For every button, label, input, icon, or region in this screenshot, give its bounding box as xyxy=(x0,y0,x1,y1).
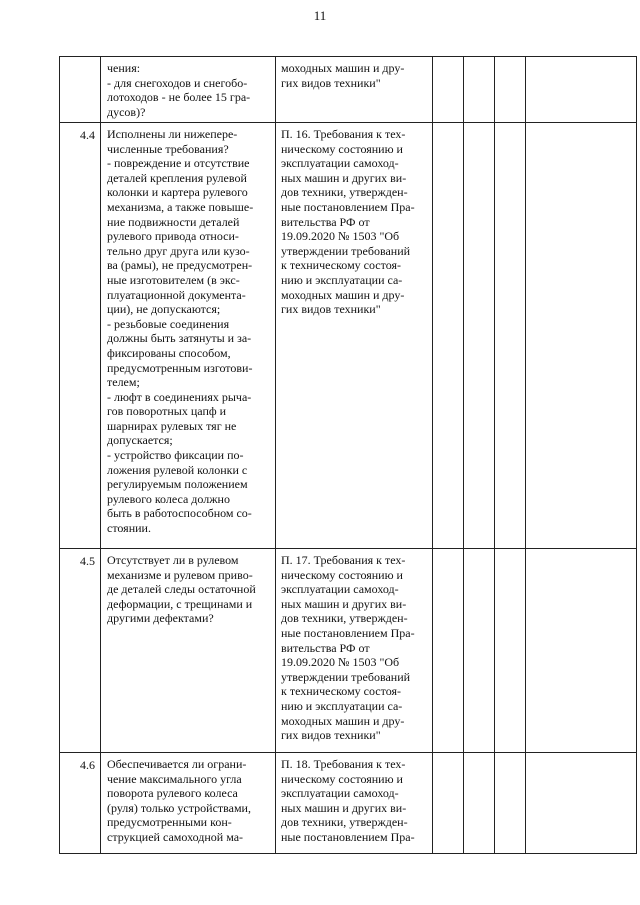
reference-line: дов техники, утвержден- xyxy=(281,611,408,626)
question-cell xyxy=(101,549,276,753)
question-line: численные требования? xyxy=(107,141,229,156)
checklist-table xyxy=(59,56,637,854)
reference-line: вительства РФ от xyxy=(281,640,370,655)
reference-line: утверждении требований xyxy=(281,243,411,258)
reference-line: гих видов техники" xyxy=(281,75,381,90)
reference-cell xyxy=(276,123,433,549)
reference-line: П. 18. Требования к тех- xyxy=(281,757,406,771)
question-line: предусмотренным изготови- xyxy=(107,360,253,375)
reference-line: П. 17. Требования к тех- xyxy=(281,553,406,567)
question-line: плуатационной документа- xyxy=(107,287,246,302)
question-line: деформации, с трещинами и xyxy=(107,596,253,611)
question-line: - для снегоходов и снегобо- xyxy=(107,75,248,90)
reference-line: дов техники, утвержден- xyxy=(281,185,408,200)
reference-line: нию и эксплуатации са- xyxy=(281,698,403,713)
reference-line: дов техники, утвержден- xyxy=(281,815,408,830)
reference-line: ническому состоянию и xyxy=(281,141,403,156)
empty-cell xyxy=(464,123,495,549)
empty-cell xyxy=(495,123,526,549)
table-row xyxy=(60,549,637,753)
row-number: 4.6 xyxy=(60,753,101,854)
empty-cell xyxy=(433,123,464,549)
question-line: - люфт в соединениях рыча- xyxy=(107,389,252,404)
question-line: лотоходов - не более 15 гра- xyxy=(107,90,251,105)
reference-line: ных машин и других ви- xyxy=(281,800,407,815)
question-line: колонки и картера рулевого xyxy=(107,185,248,200)
reference-line: ные постановлением Пра- xyxy=(281,625,415,640)
reference-line: к техническому состоя- xyxy=(281,684,401,699)
empty-cell xyxy=(526,549,637,753)
reference-line: утверждении требований xyxy=(281,669,411,684)
empty-cell xyxy=(464,549,495,753)
question-line: механизме и рулевом приво- xyxy=(107,567,253,582)
empty-cell xyxy=(433,57,464,123)
reference-line: моходных машин и дру- xyxy=(281,61,405,75)
empty-cell xyxy=(433,753,464,854)
question-line: - повреждение и отсутствие xyxy=(107,156,250,171)
question-line: стоянии. xyxy=(107,521,151,536)
reference-line: ные постановлением Пра- xyxy=(281,199,415,214)
empty-cell xyxy=(495,753,526,854)
question-line: чения: xyxy=(107,61,141,75)
question-line: - резьбовые соединения xyxy=(107,316,230,331)
question-line: рулевого привода относи- xyxy=(107,229,239,244)
empty-cell xyxy=(526,123,637,549)
question-cell xyxy=(101,123,276,549)
empty-cell xyxy=(526,753,637,854)
question-line: рулевого колеса должно xyxy=(107,491,230,506)
empty-cell xyxy=(495,549,526,753)
question-line: тельно друг друга или кузо- xyxy=(107,243,250,258)
table-row xyxy=(60,123,637,549)
row-number xyxy=(60,57,101,123)
reference-line: 19.09.2020 № 1503 "Об xyxy=(281,655,400,670)
reference-line: гих видов техники" xyxy=(281,728,381,743)
empty-cell xyxy=(433,549,464,753)
reference-line: ническому состоянию и xyxy=(281,567,403,582)
question-line: предусмотренными кон- xyxy=(107,815,232,830)
reference-cell xyxy=(276,753,433,854)
question-line: де деталей следы остаточной xyxy=(107,582,256,597)
question-line: деталей крепления рулевой xyxy=(107,170,247,185)
reference-line: эксплуатации самоход- xyxy=(281,582,399,597)
question-line: Исполнены ли нижепере- xyxy=(107,127,238,141)
question-line: ложения рулевой колонки с xyxy=(107,462,248,477)
page-number: 11 xyxy=(313,8,327,23)
question-line: механизма, а также повыше- xyxy=(107,199,254,214)
reference-line: ных машин и других ви- xyxy=(281,596,407,611)
empty-cell xyxy=(526,57,637,123)
question-line: другими дефектами? xyxy=(107,611,214,626)
reference-line: гих видов техники" xyxy=(281,302,381,317)
empty-cell xyxy=(464,57,495,123)
question-line: Обеспечивается ли ограни- xyxy=(107,757,247,771)
empty-cell xyxy=(495,57,526,123)
question-cell xyxy=(101,57,276,123)
table-row xyxy=(60,753,637,854)
question-line: ции), не допускаются; xyxy=(107,302,221,317)
reference-line: нию и эксплуатации са- xyxy=(281,272,403,287)
reference-line: вительства РФ от xyxy=(281,214,370,229)
question-line: ние подвижности деталей xyxy=(107,214,240,229)
question-line: струкцией самоходной ма- xyxy=(107,829,244,844)
row-number: 4.5 xyxy=(60,549,101,753)
reference-line: эксплуатации самоход- xyxy=(281,156,399,171)
question-line: дусов)? xyxy=(107,104,146,119)
reference-line: моходных машин и дру- xyxy=(281,287,405,302)
question-line: фиксированы способом, xyxy=(107,345,231,360)
question-line: чение максимального угла xyxy=(107,771,242,786)
question-cell xyxy=(101,753,276,854)
question-line: быть в работоспособном со- xyxy=(107,506,252,521)
reference-line: ническому состоянию и xyxy=(281,771,403,786)
reference-line: эксплуатации самоход- xyxy=(281,786,399,801)
question-line: шарнирах рулевых тяг не xyxy=(107,418,237,433)
question-line: ва (рамы), не предусмотрен- xyxy=(107,258,253,273)
reference-line: ные постановлением Пра- xyxy=(281,829,415,844)
question-line: телем; xyxy=(107,375,140,390)
reference-line: к техническому состоя- xyxy=(281,258,401,273)
reference-line: 19.09.2020 № 1503 "Об xyxy=(281,229,400,244)
question-line: должны быть затянуты и за- xyxy=(107,331,252,346)
question-line: допускается; xyxy=(107,433,173,448)
reference-cell xyxy=(276,549,433,753)
question-line: гов поворотных цапф и xyxy=(107,404,227,419)
question-line: поворота рулевого колеса xyxy=(107,786,238,801)
table-row xyxy=(60,57,637,123)
row-number: 4.4 xyxy=(60,123,101,549)
reference-cell xyxy=(276,57,433,123)
reference-line: П. 16. Требования к тех- xyxy=(281,127,406,141)
question-line: регулируемым положением xyxy=(107,477,248,492)
question-line: ные изготовителем (в экс- xyxy=(107,272,240,287)
empty-cell xyxy=(464,753,495,854)
question-line: Отсутствует ли в рулевом xyxy=(107,553,239,567)
question-line: - устройство фиксации по- xyxy=(107,448,244,463)
reference-line: моходных машин и дру- xyxy=(281,713,405,728)
question-line: (руля) только устройствами, xyxy=(107,800,251,815)
reference-line: ных машин и других ви- xyxy=(281,170,407,185)
